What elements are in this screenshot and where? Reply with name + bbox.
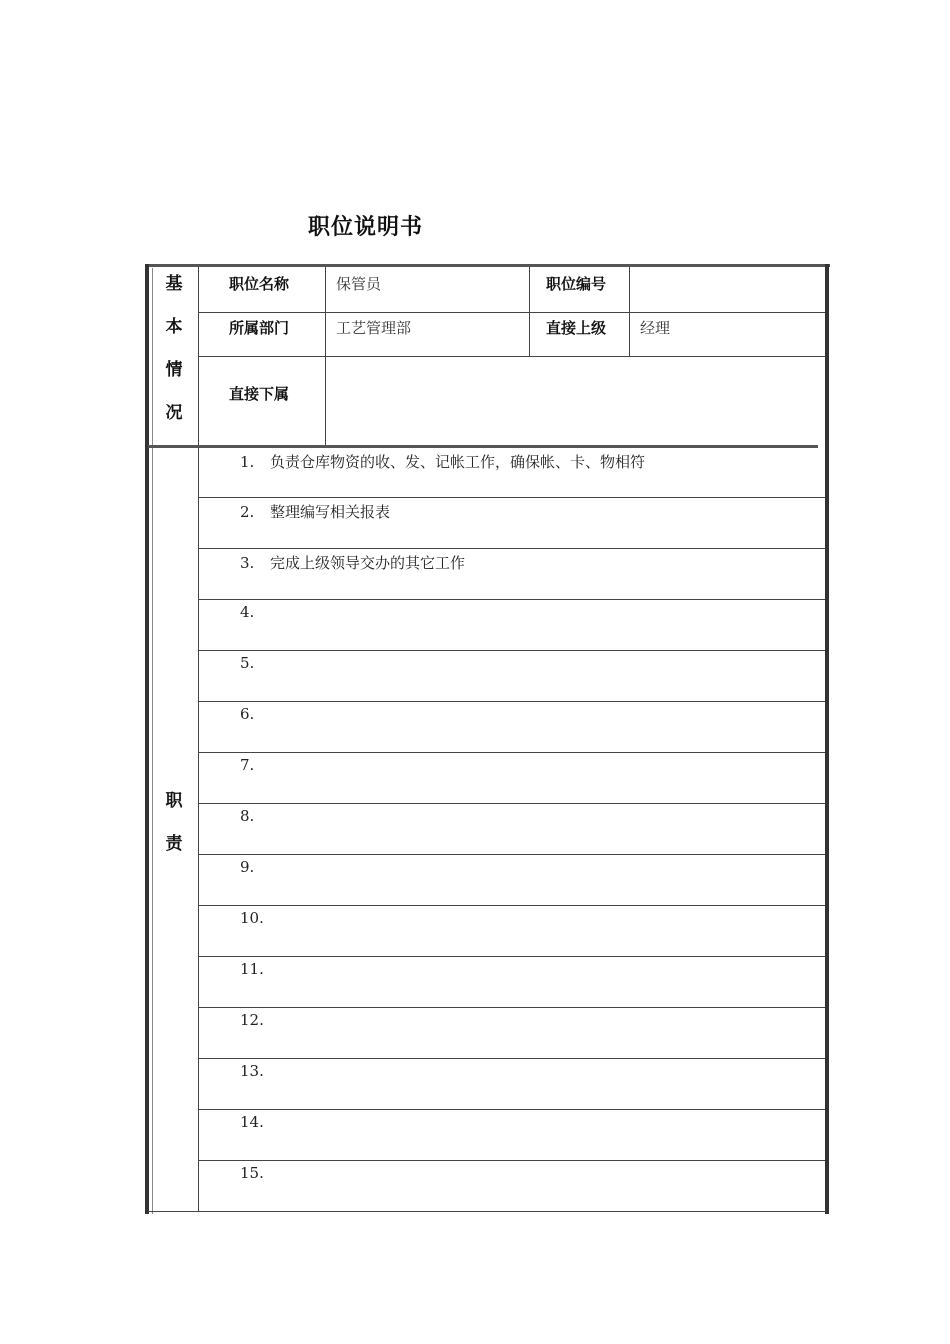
duty-row-line xyxy=(199,956,825,957)
list-item xyxy=(240,705,270,723)
duty-row-line xyxy=(199,905,825,906)
list-item xyxy=(240,501,390,522)
document-title: 职位说明书 xyxy=(308,215,424,240)
duty-row-line xyxy=(199,1007,825,1008)
duty-text: 负责仓库物资的收、发、记帐工作，确保帐、卡、物相符 xyxy=(270,453,646,471)
duty-row-line xyxy=(199,548,825,549)
duty-number: 15. xyxy=(240,1164,264,1182)
list-item xyxy=(240,756,270,774)
duty-number: 8. xyxy=(240,807,255,825)
basic-section-char: 情 xyxy=(165,360,183,380)
department-value: 工艺管理部 xyxy=(336,319,412,337)
section-separator xyxy=(148,445,818,448)
duty-number: 2. xyxy=(240,503,255,521)
basic-section-char: 况 xyxy=(165,403,183,423)
list-item xyxy=(240,552,465,573)
basic-section-char: 本 xyxy=(165,317,183,337)
duty-number: 6. xyxy=(240,705,255,723)
duties-section-char: 责 xyxy=(165,834,183,854)
list-item xyxy=(240,858,270,876)
list-item xyxy=(240,603,270,621)
supervisor-label: 直接上级 xyxy=(546,319,607,337)
supervisor-value: 经理 xyxy=(640,319,671,337)
duty-number: 11. xyxy=(240,960,264,978)
duties-section-label xyxy=(155,780,193,866)
duty-number: 5. xyxy=(240,654,255,672)
duty-number: 13. xyxy=(240,1062,264,1080)
duty-number: 3. xyxy=(240,554,255,572)
duty-number: 1. xyxy=(240,453,255,471)
table-left-border xyxy=(145,264,149,1214)
duties-section-char: 职 xyxy=(165,791,183,811)
list-item xyxy=(240,451,645,472)
list-item xyxy=(240,807,270,825)
duties-col-divider xyxy=(198,448,199,1212)
basic-row-line-1 xyxy=(198,312,825,313)
list-item xyxy=(240,1113,270,1131)
table-bottom-border xyxy=(148,1211,826,1212)
duty-number: 10. xyxy=(240,909,264,927)
duty-number: 12. xyxy=(240,1011,264,1029)
duty-row-line xyxy=(199,803,825,804)
list-item xyxy=(240,1062,270,1080)
duty-row-line xyxy=(199,650,825,651)
duty-row-line xyxy=(199,1109,825,1110)
table-right-border xyxy=(825,264,829,1214)
list-item xyxy=(240,1164,270,1182)
list-item xyxy=(240,1011,270,1029)
list-item xyxy=(240,654,270,672)
duty-row-line xyxy=(199,599,825,600)
duty-number: 9. xyxy=(240,858,255,876)
duty-row-line xyxy=(199,1058,825,1059)
duty-row-line xyxy=(199,752,825,753)
basic-row-line-2 xyxy=(198,356,825,357)
duty-number: 7. xyxy=(240,756,255,774)
list-item xyxy=(240,960,270,978)
position-name-label: 职位名称 xyxy=(229,275,290,293)
table-top-border xyxy=(145,264,830,267)
basic-section-label xyxy=(155,263,193,435)
duty-number: 4. xyxy=(240,603,255,621)
duty-number: 14. xyxy=(240,1113,264,1131)
table-inner-left-line xyxy=(152,268,153,1214)
duty-text: 完成上级领导交办的其它工作 xyxy=(270,554,466,572)
duty-row-line xyxy=(199,497,825,498)
duty-row-line xyxy=(199,854,825,855)
subordinate-label: 直接下属 xyxy=(229,385,290,403)
position-name-value: 保管员 xyxy=(336,275,382,293)
position-code-label: 职位编号 xyxy=(546,275,607,293)
duty-row-line xyxy=(199,1160,825,1161)
list-item xyxy=(240,909,270,927)
duty-text: 整理编写相关报表 xyxy=(270,503,391,521)
department-label: 所属部门 xyxy=(229,319,290,337)
basic-section-char: 基 xyxy=(165,274,183,294)
duty-row-line xyxy=(199,701,825,702)
